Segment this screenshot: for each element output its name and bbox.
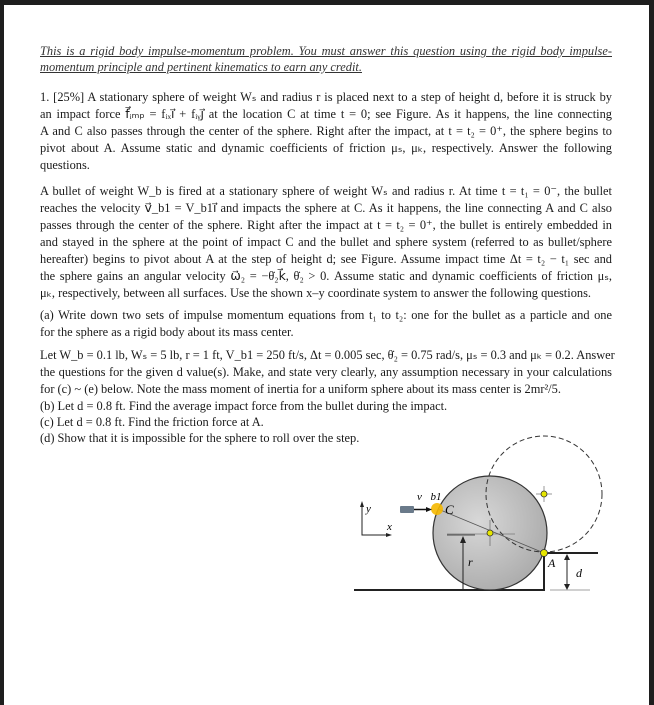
text-line: pivot about A. Assume static and dynamic coefficients of friction μₛ, μₖ, respectively. Answer the following	[40, 141, 612, 155]
text-line: A and C also passes through the center of the sphere. Right after the impact, at t = t₂ = 0⁺, the sphere begins to	[40, 124, 612, 138]
axis-x-label: x	[387, 521, 392, 533]
height-arrowhead-bottom	[564, 584, 570, 590]
text-line: the questions for the given d value(s). Make, and state very clearly, any assumption necessary in your calculations	[40, 365, 612, 379]
text-line: for (c) ~ (e) below. Note the mass moment of inertia for a uniform sphere about its mass center is 2mr²/5.	[40, 382, 561, 396]
text-line: Let W_b = 0.1 lb, Wₛ = 5 lb, r = 1 ft, V_b1 = 250 ft/s, Δt = 0.005 sec, θ̇₂ = 0.75 rad/s, μₛ = 0.3 and μₖ = 0.2. Answer	[40, 348, 615, 362]
text-line: reaches the velocity v⃗_b1 = V_b1ı⃗ and impacts the sphere at C. As it happens, the line connecting A and C also	[40, 201, 612, 215]
impact-flash	[431, 503, 443, 515]
header-line: This is a rigid body impulse-momentum problem. You must answer this question using the rigid body impulse-	[40, 44, 612, 58]
center-marker	[487, 530, 493, 536]
text-line: the sphere gains an angular velocity ω⃗₂ = −θ̇₂k⃗, θ̇₂ > 0. Assume static and dynamic coefficients of friction μₛ,	[40, 269, 612, 283]
part-d: (d) Show that it is impossible for the sphere to roll over the step.	[40, 431, 360, 445]
text-line: μₖ, respectively, between all surfaces. Use the shown x–y coordinate system to answer the following questions.	[40, 286, 592, 300]
bullet-icon	[400, 506, 414, 513]
label-r: r	[468, 555, 473, 569]
label-a: A	[548, 556, 556, 570]
text-line: an impact force f⃗ᵢₘₚ = fᵢₓı⃗ + fᵢᵧȷ⃗ at the location C at time t = 0; see Figure. As it happens, the line connecting	[40, 107, 612, 121]
height-arrowhead-top	[564, 554, 570, 560]
header-line: momentum principle and pertinent kinematics to earn any credit.	[40, 60, 362, 74]
label-d: d	[576, 566, 582, 580]
velocity-label: v⃗b1	[417, 491, 442, 503]
y-axis-arrowhead	[360, 501, 364, 507]
text-line: hereafter) begins to pivot about A at the step of height d; see Figure. Assume impact time Δt = t₂ − t₁ sec and	[40, 252, 612, 266]
x-axis-arrowhead	[386, 533, 392, 537]
text-line: for the sphere as a rigid body about its mass center.	[40, 325, 294, 339]
part-c: (c) Let d = 0.8 ft. Find the friction force at A.	[40, 415, 264, 429]
text-line: passes through the center of the sphere. Right after the impact at t = t₂ = 0⁺, the bullet is entirely embedded in	[40, 218, 612, 232]
text-line: and stayed in the sphere at the point of impact C and the bullet and sphere system (referred to as bullet/sphere	[40, 235, 612, 249]
text-line: 1. [25%] A stationary sphere of weight Wₛ and radius r is placed next to a step of height d, before it is struck by	[40, 90, 612, 104]
text-line: A bullet of weight W_b is fired at a stationary sphere of weight Wₛ and radius r. At time t = t₁ = 0⁻, the bullet	[40, 184, 612, 198]
pivot-point-a	[541, 550, 548, 557]
axis-y-label: y	[366, 503, 371, 515]
label-c: C	[445, 502, 454, 517]
part-b: (b) Let d = 0.8 ft. Find the average impact force from the bullet during the impact.	[40, 399, 448, 413]
dashed-center-marker	[541, 491, 547, 497]
text-line: (a) Write down two sets of impulse momentum equations from t₁ to t₂: one for the bullet as a particle and one	[40, 308, 612, 322]
velocity-arrowhead	[426, 507, 432, 512]
text-line: questions.	[40, 158, 90, 172]
